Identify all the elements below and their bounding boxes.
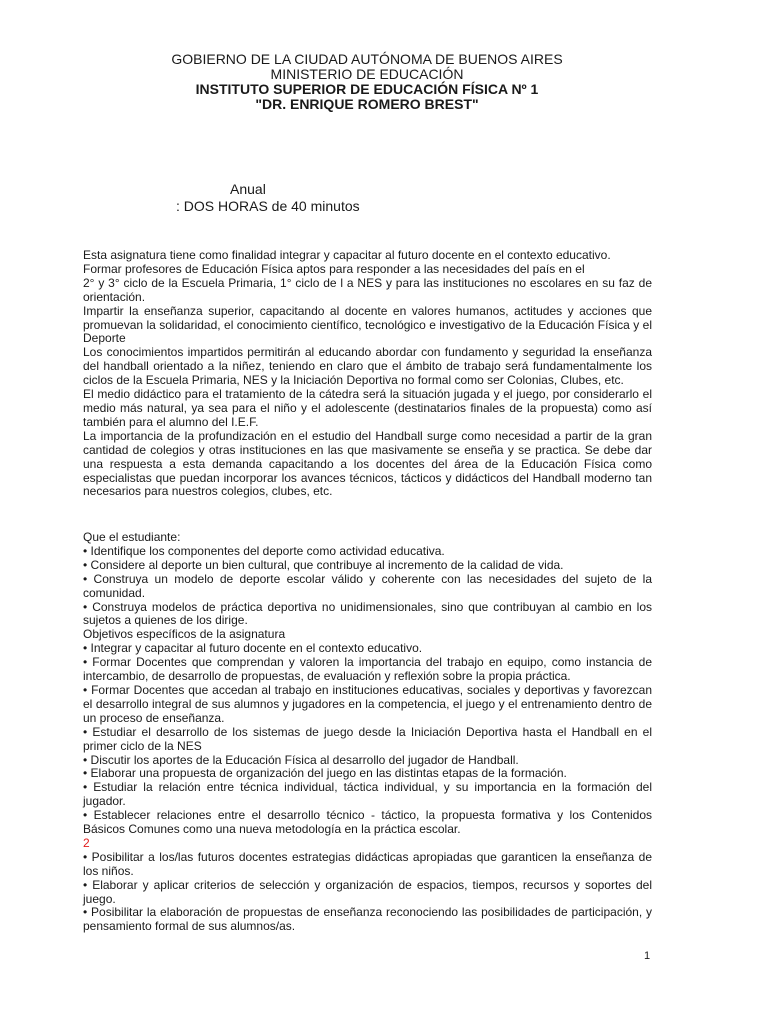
intro-paragraph: Formar profesores de Educación Física aptos para responder a las necesidades del país en el xyxy=(83,261,585,276)
header-institute: INSTITUTO SUPERIOR DE EDUCACIÓN FÍSICA Nº 1 xyxy=(195,81,539,97)
objective-item: • Integrar y capacitar al futuro docente en el contexto educativo. xyxy=(83,641,423,656)
objective-item: • Estudiar el desarrollo de los sistemas de juego desde la Iniciación Deportiva hasta el Handball en el primer ciclo de la NES xyxy=(83,724,652,753)
intro-paragraph: El medio didáctico para el tratamiento de la cátedra será la situación jugada y el juego, por considerarlo el medio más natural, ya sea para el niño y el adolescente (destinatarios finales de la propuesta) como así también para el alumno del I.E.F. xyxy=(83,387,652,429)
objective-item: • Elaborar una propuesta de organización del juego en las distintas etapas de la formación. xyxy=(83,766,567,781)
objective-item: • Discutir los aportes de la Educación Física al desarrollo del jugador de Handball. xyxy=(83,752,519,767)
intro-paragraph: Impartir la enseñanza superior, capacitando al docente en valores humanos, actitudes y acciones que promuevan la solidaridad, el conocimiento científico, tecnológico e investigativo de la Educación Física y el Deporte xyxy=(83,303,652,346)
objective-item: • Considere al deporte un bien cultural, que contribuye al incremento de la calidad de vida. xyxy=(83,557,564,572)
course-duration: Anual xyxy=(230,181,266,197)
objective-item: • Construya un modelo de deporte escolar válido y coherente con las necesidades del sujeto de la comunidad. xyxy=(83,571,652,600)
objective-item: • Posibilitar la elaboración de propuestas de enseñanza reconociendo las posibilidades de participación, y pensamiento formal de sus alumnos/as. xyxy=(83,905,652,934)
objective-item: • Formar Docentes que comprendan y valoren la importancia del trabajo en equipo, como instancia de intercambio, de desarrollo de propuestas, de evaluación y reflexión sobre la propia práctica. xyxy=(83,655,652,684)
specific-objectives-heading: Objetivos específicos de la asignatura xyxy=(83,627,286,642)
header-ministry: MINISTERIO DE EDUCACIÓN xyxy=(270,66,464,82)
intro-paragraph: Los conocimientos impartidos permitirán al educando abordar con fundamento y seguridad la enseñanza del handball orientado a la niñez, teniendo en claro que el ámbito de trabajo será fundamentalmente los ciclos de la Escuela Primaria, NES y la Iniciación Deportiva no formal como ser Colonias, Clubes, etc. xyxy=(83,345,652,388)
course-hours: : DOS HORAS de 40 minutos xyxy=(176,198,360,214)
objective-item: • Formar Docentes que accedan al trabajo en instituciones educativas, sociales y deportivas y favorezcan el desarrollo integral de sus alumnos y jugadores en la competencia, el juego y el entrenamiento dentro de un proceso de enseñanza. xyxy=(83,682,652,725)
objective-item: • Identifique los componentes del deporte como actividad educativa. xyxy=(83,543,445,558)
document-header xyxy=(0,52,734,112)
objective-item: • Posibilitar a los/las futuros docentes estrategias didácticas apropiadas que garanticen la enseñanza de los niños. xyxy=(83,849,652,878)
intro-paragraph: Esta asignatura tiene como finalidad integrar y capacitar al futuro docente en el contexto educativo. xyxy=(83,248,611,262)
objective-item: • Elaborar y aplicar criterios de selección y organización de espacios, tiempos, recursos y soportes del juego. xyxy=(83,877,652,906)
objective-item: • Construya modelos de práctica deportiva no unidimensionales, sino que contribuyan al cambio en los sujetos a quienes de los dirige. xyxy=(83,599,652,628)
objective-item: • Establecer relaciones entre el desarrollo técnico - táctico, la propuesta formativa y los Contenidos Básicos Comunes como una nueva metodología en la práctica escolar. xyxy=(83,808,652,837)
header-government: GOBIERNO DE LA CIUDAD AUTÓNOMA DE BUENOS AIRES xyxy=(171,51,563,67)
objectives-heading: Que el estudiante: xyxy=(83,530,181,544)
intro-section xyxy=(83,249,652,499)
intro-paragraph: La importancia de la profundización en el estudio del Handball surge como necesidad a partir de la gran cantidad de colegios y otras instituciones en las que masivamente se enseña y se practica. Se debe dar una respuesta a esta demanda capacitando a los docentes del área de la Educación Física como especialistas que puedan incorporar los avances técnicos, tácticos y didácticos del Handball moderno tan necesarios para nuestros colegios, clubes, etc. xyxy=(83,428,652,499)
objective-item: • Estudiar la relación entre técnica individual, táctica individual, y su importancia en la formación del jugador. xyxy=(83,780,652,809)
page-marker: 2 xyxy=(83,835,90,850)
objectives-section xyxy=(83,531,652,934)
page-number: 1 xyxy=(644,950,651,962)
header-institute-name: "DR. ENRIQUE ROMERO BREST" xyxy=(255,96,479,112)
intro-paragraph: 2° y 3° ciclo de la Escuela Primaria, 1° ciclo de l a NES y para las instituciones no escolares en su faz de orientación. xyxy=(83,275,652,304)
